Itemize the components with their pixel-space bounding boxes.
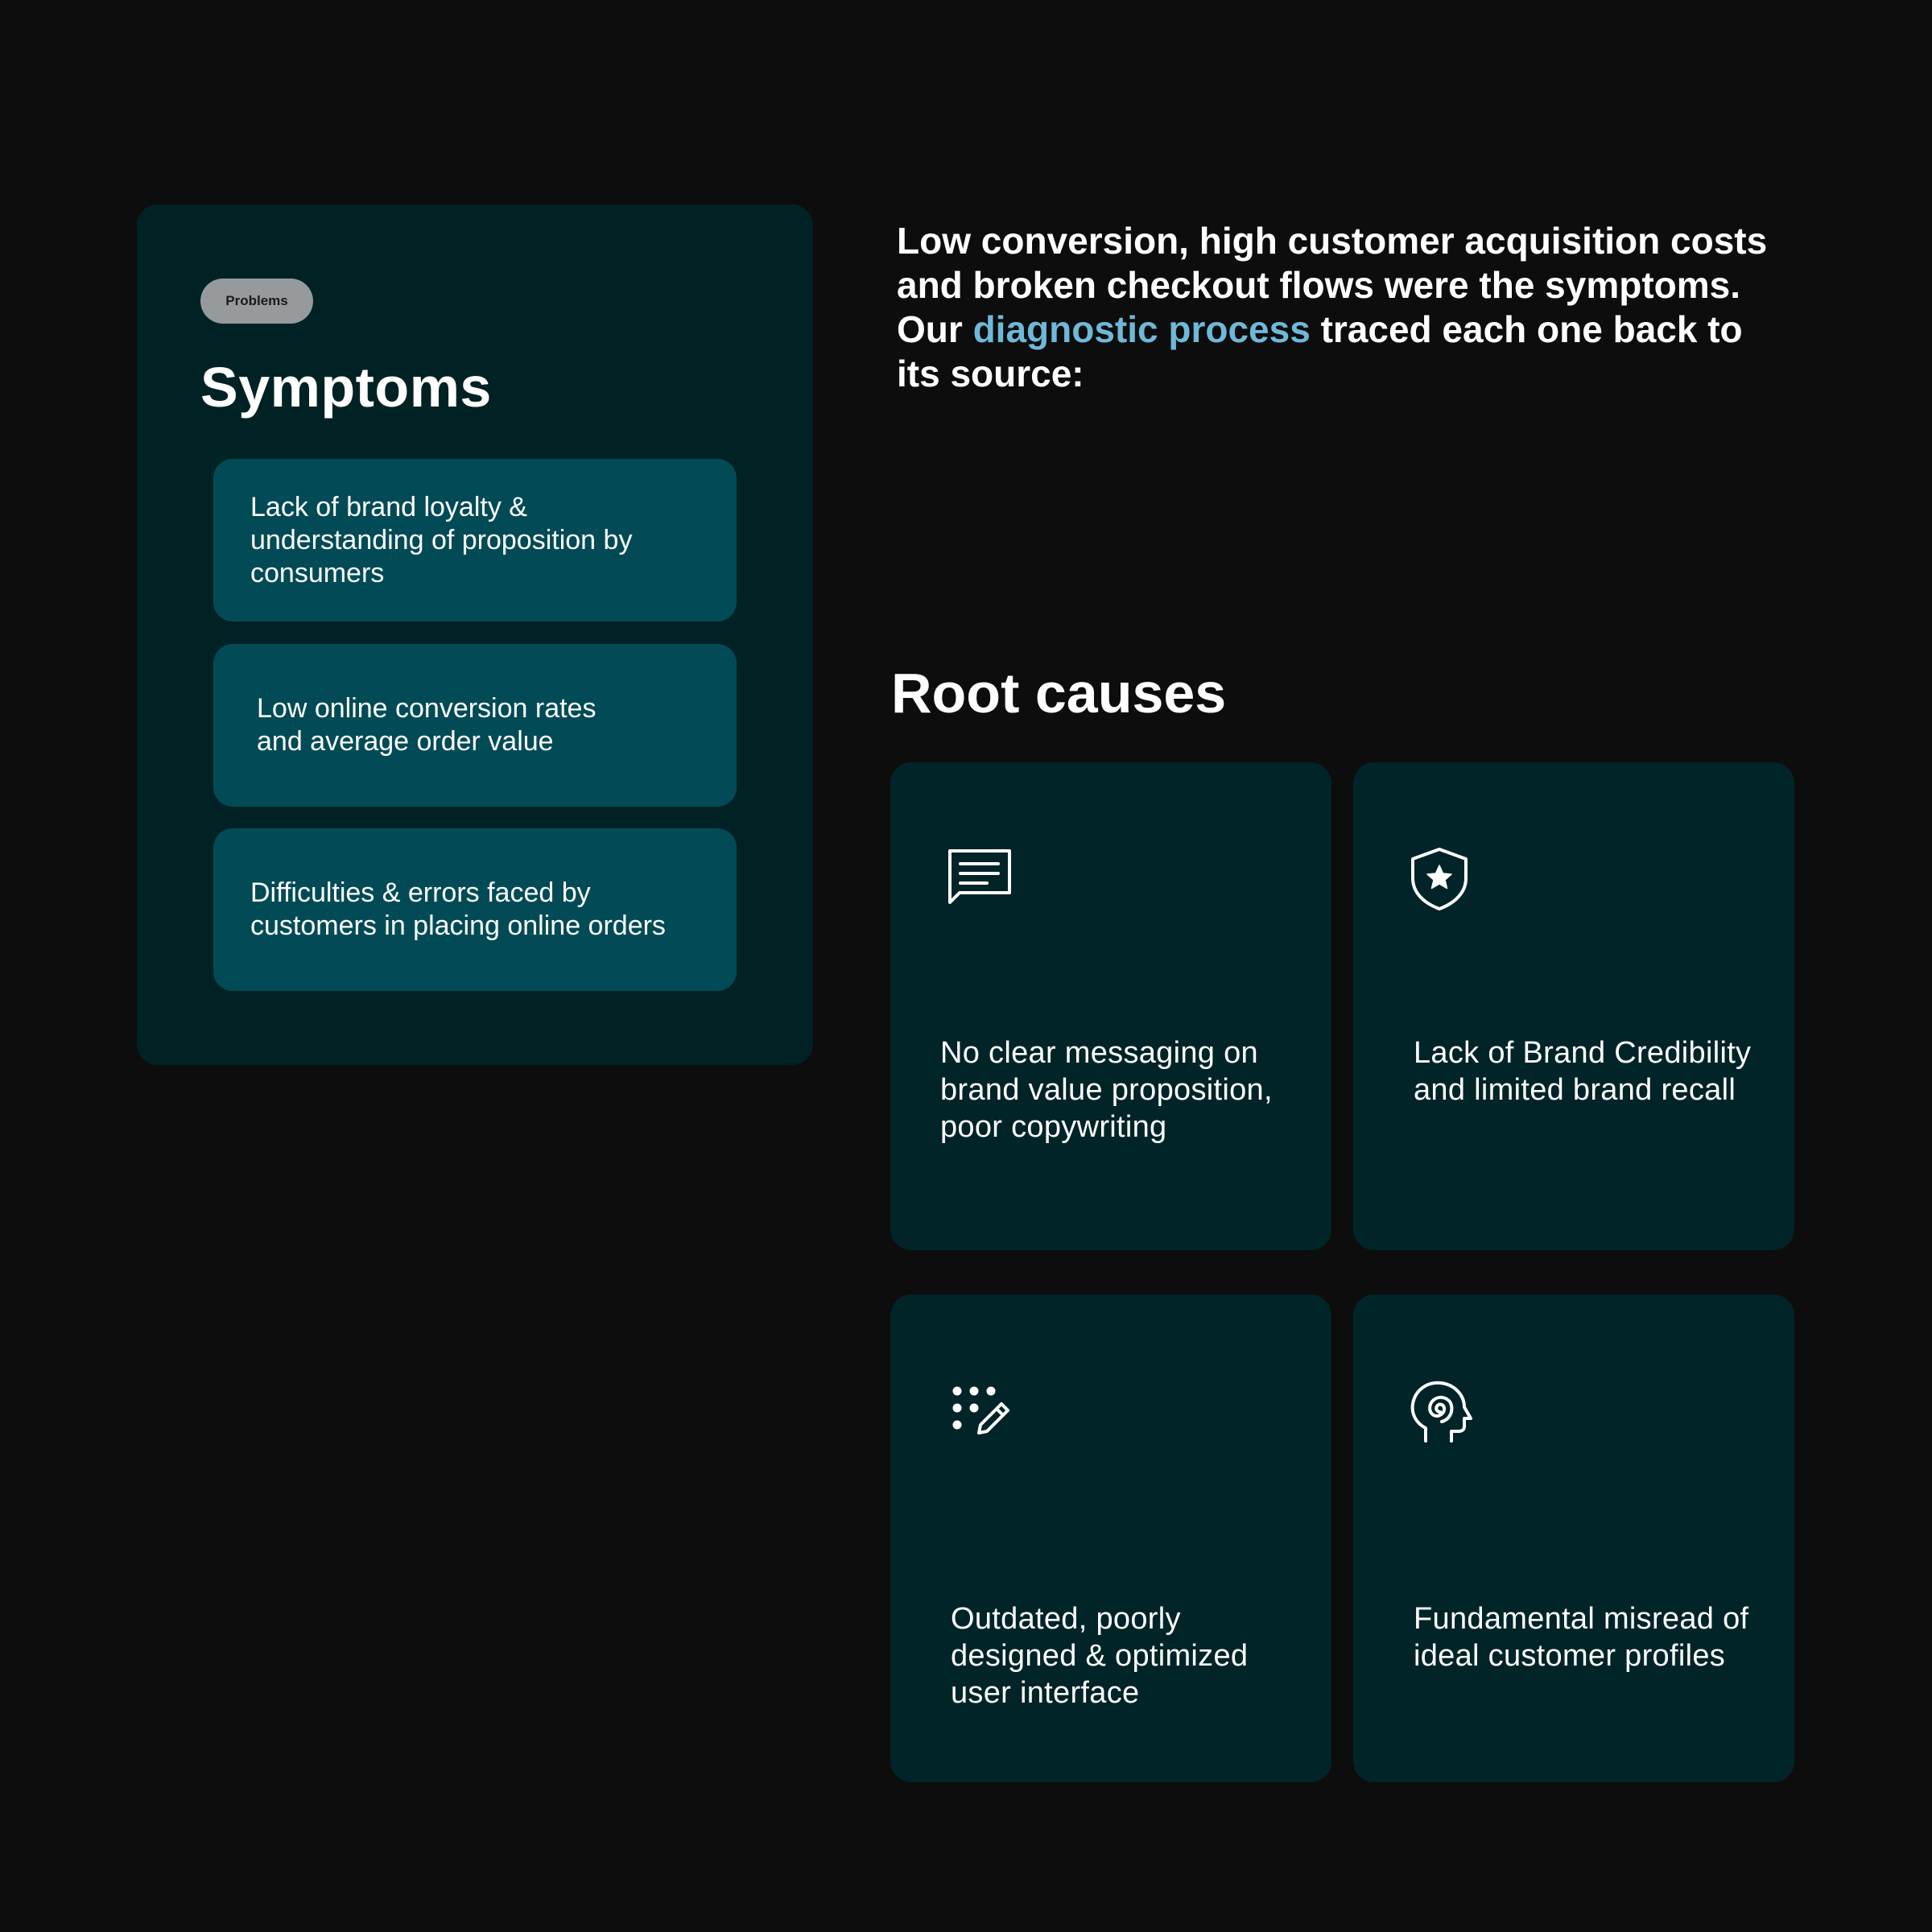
root-cause-card (890, 1294, 1331, 1782)
dots-pencil-icon (940, 1375, 1013, 1447)
root-cause-card (1353, 762, 1794, 1250)
symptom-card (213, 459, 737, 621)
intro-text-before: Low conversion, high customer acquisition costs and broken checkout flows were the symptoms. Our (897, 220, 1768, 350)
symptom-card (213, 828, 737, 991)
symptoms-panel (137, 204, 813, 1065)
root-cause-text: Lack of Brand Credibility and limited brand recall (1414, 1036, 1752, 1107)
symptoms-title: Symptoms (200, 356, 492, 419)
symptom-text: Difficulties & errors faced by customers in placing online orders (250, 877, 666, 941)
symptom-text: Lack of brand loyalty & understanding of proposition by consumers (250, 491, 633, 588)
message-icon (940, 843, 1013, 915)
root-causes-title: Root causes (891, 662, 1227, 724)
root-cause-card (890, 762, 1331, 1250)
head-spiral-icon (1403, 1375, 1476, 1447)
root-cause-text: No clear messaging on brand value proposition, poor copywriting (940, 1036, 1273, 1144)
root-cause-text: Fundamental misread of ideal customer profiles (1414, 1602, 1749, 1673)
shield-star-icon (1403, 843, 1476, 915)
symptom-text: Low online conversion rates and average order value (257, 693, 597, 757)
problems-badge: Problems (200, 279, 313, 324)
intro-text-after: traced each one back to its source: (897, 308, 1743, 394)
root-cause-text: Outdated, poorly designed & optimized user interface (951, 1602, 1249, 1710)
root-cause-card (1353, 1294, 1794, 1782)
intro-highlight: diagnostic process (972, 308, 1311, 350)
symptom-card (213, 644, 737, 807)
intro-paragraph (897, 219, 1774, 396)
